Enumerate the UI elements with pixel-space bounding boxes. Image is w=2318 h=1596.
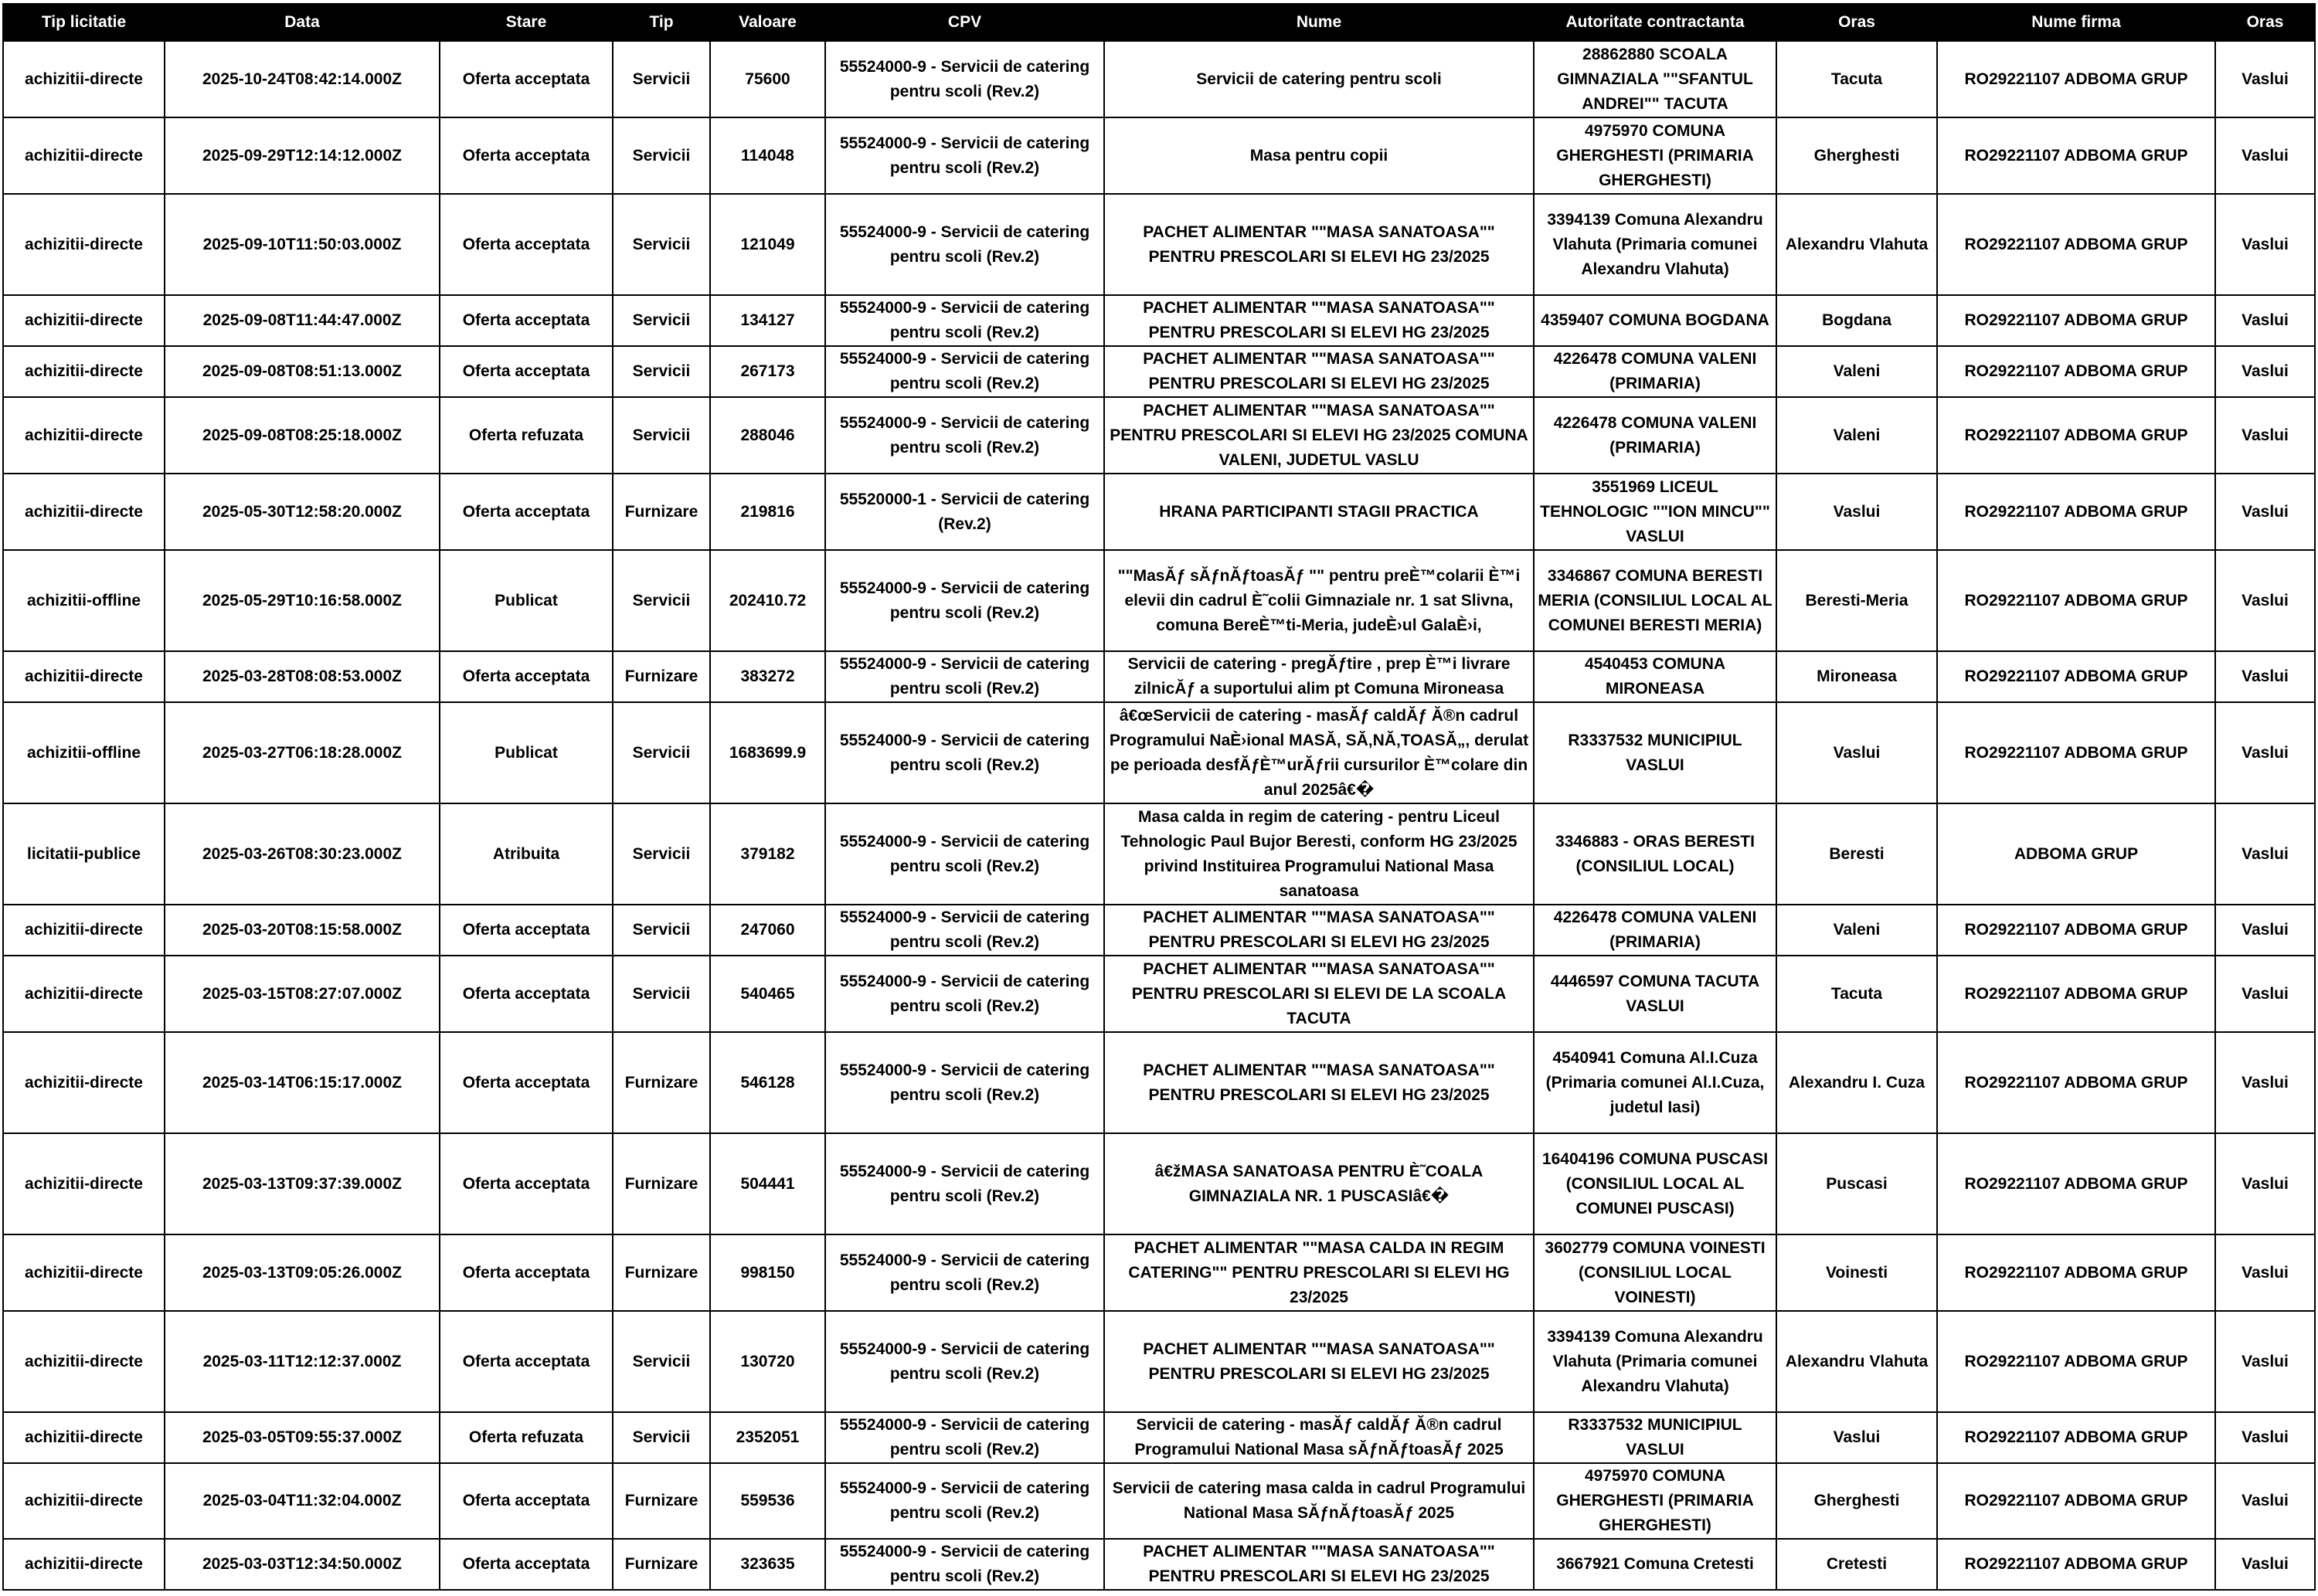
cell-autoritate[interactable]: 3394139 Comuna Alexandru Vlahuta (Primaria comunei Alexandru Vlahuta) bbox=[1534, 194, 1776, 295]
cell-autoritate[interactable]: 3346867 COMUNA BERESTI MERIA (CONSILIUL LOCAL AL COMUNEI BERESTI MERIA) bbox=[1534, 550, 1776, 651]
cell-cpv[interactable]: 55524000-9 - Servicii de catering pentru scoli (Rev.2) bbox=[825, 905, 1104, 956]
cell-tip-licitatie[interactable]: achizitii-directe bbox=[3, 1133, 165, 1234]
header-row bbox=[3, 4, 2315, 41]
cell-tip-licitatie[interactable]: achizitii-directe bbox=[3, 41, 165, 117]
cell-nume[interactable]: PACHET ALIMENTAR ""MASA CALDA IN REGIM CATERING"" PENTRU PRESCOLARI SI ELEVI HG 23/2025 bbox=[1104, 1234, 1534, 1311]
cell-autoritate[interactable]: R3337532 MUNICIPIUL VASLUI bbox=[1534, 1412, 1776, 1463]
table-row[interactable] bbox=[3, 905, 2315, 956]
table-row[interactable] bbox=[3, 702, 2315, 803]
cell-cpv[interactable]: 55524000-9 - Servicii de catering pentru scoli (Rev.2) bbox=[825, 295, 1104, 346]
cell-cpv[interactable]: 55524000-9 - Servicii de catering pentru scoli (Rev.2) bbox=[825, 956, 1104, 1032]
cell-data[interactable]: 2025-05-29T10:16:58.000Z bbox=[165, 550, 440, 651]
cell-nume-firma[interactable]: RO29221107 ADBOMA GRUP bbox=[1937, 1463, 2215, 1539]
cell-oras-firma[interactable]: Vaslui bbox=[2215, 1133, 2315, 1234]
cell-tip-licitatie[interactable]: achizitii-directe bbox=[3, 1311, 165, 1412]
cell-data[interactable]: 2025-03-11T12:12:37.000Z bbox=[165, 1311, 440, 1412]
cell-stare[interactable]: Oferta acceptata bbox=[440, 956, 613, 1032]
cell-data[interactable]: 2025-03-20T08:15:58.000Z bbox=[165, 905, 440, 956]
cell-nume[interactable]: PACHET ALIMENTAR ""MASA SANATOASA"" PENTRU PRESCOLARI SI ELEVI HG 23/2025 bbox=[1104, 1032, 1534, 1133]
cell-autoritate[interactable]: R3337532 MUNICIPIUL VASLUI bbox=[1534, 702, 1776, 803]
cell-stare[interactable]: Oferta refuzata bbox=[440, 1412, 613, 1463]
cell-nume[interactable]: Servicii de catering - pregĂƒtire , prep È™i livrare zilnicĂƒ a suportului alim pt Comuna Mironeasa bbox=[1104, 651, 1534, 702]
cell-oras-firma[interactable]: Vaslui bbox=[2215, 474, 2315, 550]
cell-tip[interactable]: Furnizare bbox=[613, 651, 710, 702]
cell-stare[interactable]: Atribuita bbox=[440, 803, 613, 905]
cell-valoare[interactable]: 75600 bbox=[710, 41, 825, 117]
cell-oras[interactable]: Alexandru I. Cuza bbox=[1776, 1032, 1937, 1133]
cell-oras[interactable]: Voinesti bbox=[1776, 1234, 1937, 1311]
cell-nume[interactable]: Servicii de catering - masĂƒ caldĂƒ Ă®n cadrul Programului National Masa sĂƒnĂƒtoasĂƒ 2025 bbox=[1104, 1412, 1534, 1463]
cell-oras[interactable]: Alexandru Vlahuta bbox=[1776, 1311, 1937, 1412]
header-tip-licitatie[interactable]: Tip licitatie bbox=[3, 4, 165, 41]
cell-nume[interactable]: PACHET ALIMENTAR ""MASA SANATOASA"" PENTRU PRESCOLARI SI ELEVI HG 23/2025 bbox=[1104, 346, 1534, 397]
cell-nume[interactable]: â€œServicii de catering - masĂƒ caldĂƒ Ă®n cadrul Programului NaÈ›ional MASĂ, SĂ‚NĂ‚TOASĂ„, derulat pe perioada desfĂƒÈ™urĂƒrii cursurilor È™colare din anul 2025â€� bbox=[1104, 702, 1534, 803]
cell-tip-licitatie[interactable]: achizitii-directe bbox=[3, 1234, 165, 1311]
cell-tip[interactable]: Servicii bbox=[613, 1311, 710, 1412]
cell-valoare[interactable]: 1683699.9 bbox=[710, 702, 825, 803]
cell-oras[interactable]: Gherghesti bbox=[1776, 117, 1937, 194]
cell-stare[interactable]: Oferta acceptata bbox=[440, 1032, 613, 1133]
cell-autoritate[interactable]: 4226478 COMUNA VALENI (PRIMARIA) bbox=[1534, 905, 1776, 956]
cell-oras[interactable]: Gherghesti bbox=[1776, 1463, 1937, 1539]
cell-stare[interactable]: Oferta acceptata bbox=[440, 905, 613, 956]
cell-valoare[interactable]: 379182 bbox=[710, 803, 825, 905]
cell-valoare[interactable]: 504441 bbox=[710, 1133, 825, 1234]
cell-cpv[interactable]: 55524000-9 - Servicii de catering pentru scoli (Rev.2) bbox=[825, 194, 1104, 295]
cell-tip[interactable]: Servicii bbox=[613, 346, 710, 397]
cell-oras-firma[interactable]: Vaslui bbox=[2215, 295, 2315, 346]
cell-cpv[interactable]: 55520000-1 - Servicii de catering (Rev.2) bbox=[825, 474, 1104, 550]
table-row[interactable] bbox=[3, 803, 2315, 905]
cell-nume[interactable]: PACHET ALIMENTAR ""MASA SANATOASA"" PENTRU PRESCOLARI SI ELEVI DE LA SCOALA TACUTA bbox=[1104, 956, 1534, 1032]
cell-oras[interactable]: Vaslui bbox=[1776, 474, 1937, 550]
cell-autoritate[interactable]: 3602779 COMUNA VOINESTI (CONSILIUL LOCAL VOINESTI) bbox=[1534, 1234, 1776, 1311]
cell-tip-licitatie[interactable]: achizitii-offline bbox=[3, 550, 165, 651]
cell-cpv[interactable]: 55524000-9 - Servicii de catering pentru scoli (Rev.2) bbox=[825, 1032, 1104, 1133]
cell-cpv[interactable]: 55524000-9 - Servicii de catering pentru scoli (Rev.2) bbox=[825, 1412, 1104, 1463]
header-autoritate[interactable]: Autoritate contractanta bbox=[1534, 4, 1776, 41]
cell-data[interactable]: 2025-10-24T08:42:14.000Z bbox=[165, 41, 440, 117]
cell-oras-firma[interactable]: Vaslui bbox=[2215, 1311, 2315, 1412]
cell-cpv[interactable]: 55524000-9 - Servicii de catering pentru scoli (Rev.2) bbox=[825, 1133, 1104, 1234]
cell-tip-licitatie[interactable]: achizitii-directe bbox=[3, 1463, 165, 1539]
cell-data[interactable]: 2025-03-26T08:30:23.000Z bbox=[165, 803, 440, 905]
cell-tip-licitatie[interactable]: licitatii-publice bbox=[3, 803, 165, 905]
table-row[interactable] bbox=[3, 1463, 2315, 1539]
cell-tip-licitatie[interactable]: achizitii-directe bbox=[3, 194, 165, 295]
cell-stare[interactable]: Oferta acceptata bbox=[440, 346, 613, 397]
cell-nume-firma[interactable]: RO29221107 ADBOMA GRUP bbox=[1937, 651, 2215, 702]
cell-valoare[interactable]: 267173 bbox=[710, 346, 825, 397]
cell-valoare[interactable]: 202410.72 bbox=[710, 550, 825, 651]
cell-nume-firma[interactable]: RO29221107 ADBOMA GRUP bbox=[1937, 295, 2215, 346]
cell-tip[interactable]: Servicii bbox=[613, 1412, 710, 1463]
cell-autoritate[interactable]: 4226478 COMUNA VALENI (PRIMARIA) bbox=[1534, 397, 1776, 474]
cell-data[interactable]: 2025-09-29T12:14:12.000Z bbox=[165, 117, 440, 194]
cell-oras-firma[interactable]: Vaslui bbox=[2215, 1234, 2315, 1311]
cell-tip-licitatie[interactable]: achizitii-offline bbox=[3, 702, 165, 803]
cell-valoare[interactable]: 219816 bbox=[710, 474, 825, 550]
cell-nume-firma[interactable]: RO29221107 ADBOMA GRUP bbox=[1937, 397, 2215, 474]
table-row[interactable] bbox=[3, 1412, 2315, 1463]
cell-nume[interactable]: Masa calda in regim de catering - pentru Liceul Tehnologic Paul Bujor Beresti, conform HG 23/2025 privind Instituirea Programului National Masa sanatoasa bbox=[1104, 803, 1534, 905]
cell-autoritate[interactable]: 4540941 Comuna Al.I.Cuza (Primaria comunei Al.I.Cuza, judetul Iasi) bbox=[1534, 1032, 1776, 1133]
cell-oras-firma[interactable]: Vaslui bbox=[2215, 550, 2315, 651]
cell-valoare[interactable]: 998150 bbox=[710, 1234, 825, 1311]
cell-tip[interactable]: Servicii bbox=[613, 905, 710, 956]
cell-tip-licitatie[interactable]: achizitii-directe bbox=[3, 1539, 165, 1590]
cell-tip[interactable]: Furnizare bbox=[613, 1463, 710, 1539]
cell-stare[interactable]: Oferta refuzata bbox=[440, 397, 613, 474]
cell-oras-firma[interactable]: Vaslui bbox=[2215, 117, 2315, 194]
cell-oras[interactable]: Bogdana bbox=[1776, 295, 1937, 346]
cell-data[interactable]: 2025-09-08T08:51:13.000Z bbox=[165, 346, 440, 397]
header-nume-firma[interactable]: Nume firma bbox=[1937, 4, 2215, 41]
cell-nume-firma[interactable]: RO29221107 ADBOMA GRUP bbox=[1937, 117, 2215, 194]
cell-nume-firma[interactable]: RO29221107 ADBOMA GRUP bbox=[1937, 1133, 2215, 1234]
cell-nume-firma[interactable]: RO29221107 ADBOMA GRUP bbox=[1937, 1311, 2215, 1412]
cell-oras-firma[interactable]: Vaslui bbox=[2215, 346, 2315, 397]
cell-oras-firma[interactable]: Vaslui bbox=[2215, 1463, 2315, 1539]
cell-tip[interactable]: Servicii bbox=[613, 397, 710, 474]
cell-nume-firma[interactable]: ADBOMA GRUP bbox=[1937, 803, 2215, 905]
cell-data[interactable]: 2025-03-27T06:18:28.000Z bbox=[165, 702, 440, 803]
cell-tip[interactable]: Servicii bbox=[613, 956, 710, 1032]
cell-oras-firma[interactable]: Vaslui bbox=[2215, 1412, 2315, 1463]
cell-tip[interactable]: Servicii bbox=[613, 117, 710, 194]
header-nume[interactable]: Nume bbox=[1104, 4, 1534, 41]
cell-cpv[interactable]: 55524000-9 - Servicii de catering pentru scoli (Rev.2) bbox=[825, 346, 1104, 397]
cell-nume-firma[interactable]: RO29221107 ADBOMA GRUP bbox=[1937, 702, 2215, 803]
cell-data[interactable]: 2025-03-13T09:37:39.000Z bbox=[165, 1133, 440, 1234]
table-row[interactable] bbox=[3, 1234, 2315, 1311]
cell-oras[interactable]: Beresti bbox=[1776, 803, 1937, 905]
cell-autoritate[interactable]: 4540453 COMUNA MIRONEASA bbox=[1534, 651, 1776, 702]
cell-cpv[interactable]: 55524000-9 - Servicii de catering pentru scoli (Rev.2) bbox=[825, 41, 1104, 117]
cell-cpv[interactable]: 55524000-9 - Servicii de catering pentru scoli (Rev.2) bbox=[825, 550, 1104, 651]
cell-nume-firma[interactable]: RO29221107 ADBOMA GRUP bbox=[1937, 41, 2215, 117]
cell-nume[interactable]: Servicii de catering pentru scoli bbox=[1104, 41, 1534, 117]
cell-valoare[interactable]: 288046 bbox=[710, 397, 825, 474]
table-row[interactable] bbox=[3, 1133, 2315, 1234]
table-row[interactable] bbox=[3, 346, 2315, 397]
cell-stare[interactable]: Publicat bbox=[440, 550, 613, 651]
cell-stare[interactable]: Oferta acceptata bbox=[440, 651, 613, 702]
cell-tip-licitatie[interactable]: achizitii-directe bbox=[3, 956, 165, 1032]
cell-oras[interactable]: Valeni bbox=[1776, 346, 1937, 397]
cell-tip[interactable]: Servicii bbox=[613, 295, 710, 346]
cell-oras-firma[interactable]: Vaslui bbox=[2215, 702, 2315, 803]
cell-tip-licitatie[interactable]: achizitii-directe bbox=[3, 651, 165, 702]
data-table bbox=[2, 3, 2316, 1591]
cell-nume[interactable]: ""MasĂƒ sĂƒnĂƒtoasĂƒ "" pentru preÈ™colarii È™i elevii din cadrul È˜colii Gimnaziale nr. 1 sat Slivna, comuna BereÈ™ti-Meria, judeÈ›ul GalaÈ›i, bbox=[1104, 550, 1534, 651]
cell-tip-licitatie[interactable]: achizitii-directe bbox=[3, 397, 165, 474]
cell-oras[interactable]: Tacuta bbox=[1776, 956, 1937, 1032]
cell-oras-firma[interactable]: Vaslui bbox=[2215, 397, 2315, 474]
cell-data[interactable]: 2025-03-14T06:15:17.000Z bbox=[165, 1032, 440, 1133]
cell-stare[interactable]: Oferta acceptata bbox=[440, 474, 613, 550]
cell-tip-licitatie[interactable]: achizitii-directe bbox=[3, 474, 165, 550]
cell-cpv[interactable]: 55524000-9 - Servicii de catering pentru scoli (Rev.2) bbox=[825, 397, 1104, 474]
cell-nume[interactable]: PACHET ALIMENTAR ""MASA SANATOASA"" PENTRU PRESCOLARI SI ELEVI HG 23/2025 bbox=[1104, 1311, 1534, 1412]
cell-nume-firma[interactable]: RO29221107 ADBOMA GRUP bbox=[1937, 194, 2215, 295]
table-row[interactable] bbox=[3, 41, 2315, 117]
cell-valoare[interactable]: 559536 bbox=[710, 1463, 825, 1539]
cell-tip-licitatie[interactable]: achizitii-directe bbox=[3, 1412, 165, 1463]
cell-cpv[interactable]: 55524000-9 - Servicii de catering pentru scoli (Rev.2) bbox=[825, 117, 1104, 194]
cell-tip-licitatie[interactable]: achizitii-directe bbox=[3, 346, 165, 397]
cell-valoare[interactable]: 134127 bbox=[710, 295, 825, 346]
cell-tip[interactable]: Servicii bbox=[613, 41, 710, 117]
cell-stare[interactable]: Oferta acceptata bbox=[440, 1539, 613, 1590]
cell-stare[interactable]: Oferta acceptata bbox=[440, 194, 613, 295]
cell-cpv[interactable]: 55524000-9 - Servicii de catering pentru scoli (Rev.2) bbox=[825, 1234, 1104, 1311]
header-cpv[interactable]: CPV bbox=[825, 4, 1104, 41]
cell-data[interactable]: 2025-03-15T08:27:07.000Z bbox=[165, 956, 440, 1032]
cell-tip[interactable]: Servicii bbox=[613, 803, 710, 905]
cell-stare[interactable]: Oferta acceptata bbox=[440, 41, 613, 117]
cell-nume[interactable]: PACHET ALIMENTAR ""MASA SANATOASA"" PENTRU PRESCOLARI SI ELEVI HG 23/2025 bbox=[1104, 194, 1534, 295]
cell-tip-licitatie[interactable]: achizitii-directe bbox=[3, 905, 165, 956]
cell-tip[interactable]: Servicii bbox=[613, 194, 710, 295]
cell-valoare[interactable]: 121049 bbox=[710, 194, 825, 295]
cell-oras-firma[interactable]: Vaslui bbox=[2215, 1032, 2315, 1133]
cell-nume[interactable]: â€žMASA SANATOASA PENTRU È˜COALA GIMNAZIALA NR. 1 PUSCASIâ€� bbox=[1104, 1133, 1534, 1234]
table-row[interactable] bbox=[3, 651, 2315, 702]
cell-valoare[interactable]: 546128 bbox=[710, 1032, 825, 1133]
cell-tip[interactable]: Furnizare bbox=[613, 1133, 710, 1234]
cell-autoritate[interactable]: 4359407 COMUNA BOGDANA bbox=[1534, 295, 1776, 346]
cell-valoare[interactable]: 114048 bbox=[710, 117, 825, 194]
cell-tip[interactable]: Servicii bbox=[613, 702, 710, 803]
cell-valoare[interactable]: 2352051 bbox=[710, 1412, 825, 1463]
cell-tip[interactable]: Furnizare bbox=[613, 474, 710, 550]
cell-tip-licitatie[interactable]: achizitii-directe bbox=[3, 295, 165, 346]
cell-tip[interactable]: Servicii bbox=[613, 550, 710, 651]
cell-data[interactable]: 2025-09-08T11:44:47.000Z bbox=[165, 295, 440, 346]
cell-oras[interactable]: Mironeasa bbox=[1776, 651, 1937, 702]
cell-valoare[interactable]: 383272 bbox=[710, 651, 825, 702]
cell-stare[interactable]: Oferta acceptata bbox=[440, 1234, 613, 1311]
cell-autoritate[interactable]: 4975970 COMUNA GHERGHESTI (PRIMARIA GHERGHESTI) bbox=[1534, 1463, 1776, 1539]
cell-nume-firma[interactable]: RO29221107 ADBOMA GRUP bbox=[1937, 474, 2215, 550]
cell-valoare[interactable]: 247060 bbox=[710, 905, 825, 956]
table-row[interactable] bbox=[3, 1311, 2315, 1412]
cell-nume-firma[interactable]: RO29221107 ADBOMA GRUP bbox=[1937, 956, 2215, 1032]
cell-nume[interactable]: PACHET ALIMENTAR ""MASA SANATOASA"" PENTRU PRESCOLARI SI ELEVI HG 23/2025 COMUNA VALENI, JUDETUL VASLU bbox=[1104, 397, 1534, 474]
cell-oras[interactable]: Vaslui bbox=[1776, 1412, 1937, 1463]
cell-valoare[interactable]: 130720 bbox=[710, 1311, 825, 1412]
cell-data[interactable]: 2025-05-30T12:58:20.000Z bbox=[165, 474, 440, 550]
cell-oras[interactable]: Puscasi bbox=[1776, 1133, 1937, 1234]
cell-tip-licitatie[interactable]: achizitii-directe bbox=[3, 1032, 165, 1133]
cell-nume-firma[interactable]: RO29221107 ADBOMA GRUP bbox=[1937, 1032, 2215, 1133]
cell-stare[interactable]: Oferta acceptata bbox=[440, 1311, 613, 1412]
cell-data[interactable]: 2025-03-28T08:08:53.000Z bbox=[165, 651, 440, 702]
cell-tip[interactable]: Furnizare bbox=[613, 1032, 710, 1133]
cell-data[interactable]: 2025-03-05T09:55:37.000Z bbox=[165, 1412, 440, 1463]
cell-data[interactable]: 2025-03-13T09:05:26.000Z bbox=[165, 1234, 440, 1311]
cell-nume[interactable]: PACHET ALIMENTAR ""MASA SANATOASA"" PENTRU PRESCOLARI SI ELEVI HG 23/2025 bbox=[1104, 1539, 1534, 1590]
cell-oras[interactable]: Tacuta bbox=[1776, 41, 1937, 117]
cell-cpv[interactable]: 55524000-9 - Servicii de catering pentru scoli (Rev.2) bbox=[825, 803, 1104, 905]
table-row[interactable] bbox=[3, 397, 2315, 474]
cell-nume[interactable]: PACHET ALIMENTAR ""MASA SANATOASA"" PENTRU PRESCOLARI SI ELEVI HG 23/2025 bbox=[1104, 295, 1534, 346]
cell-oras[interactable]: Cretesti bbox=[1776, 1539, 1937, 1590]
cell-oras[interactable]: Beresti-Meria bbox=[1776, 550, 1937, 651]
table-row[interactable] bbox=[3, 956, 2315, 1032]
cell-autoritate[interactable]: 4446597 COMUNA TACUTA VASLUI bbox=[1534, 956, 1776, 1032]
cell-stare[interactable]: Oferta acceptata bbox=[440, 1133, 613, 1234]
table-row[interactable] bbox=[3, 1539, 2315, 1590]
cell-autoritate[interactable]: 4975970 COMUNA GHERGHESTI (PRIMARIA GHERGHESTI) bbox=[1534, 117, 1776, 194]
cell-autoritate[interactable]: 3346883 - ORAS BERESTI (CONSILIUL LOCAL) bbox=[1534, 803, 1776, 905]
table-row[interactable] bbox=[3, 295, 2315, 346]
cell-oras-firma[interactable]: Vaslui bbox=[2215, 1539, 2315, 1590]
header-valoare[interactable]: Valoare bbox=[710, 4, 825, 41]
cell-stare[interactable]: Oferta acceptata bbox=[440, 1463, 613, 1539]
cell-nume-firma[interactable]: RO29221107 ADBOMA GRUP bbox=[1937, 550, 2215, 651]
cell-nume[interactable]: Servicii de catering masa calda in cadrul Programului National Masa SĂƒnĂƒtoasĂƒ 2025 bbox=[1104, 1463, 1534, 1539]
cell-data[interactable]: 2025-03-03T12:34:50.000Z bbox=[165, 1539, 440, 1590]
cell-autoritate[interactable]: 28862880 SCOALA GIMNAZIALA ""SFANTUL ANDREI"" TACUTA bbox=[1534, 41, 1776, 117]
header-tip[interactable]: Tip bbox=[613, 4, 710, 41]
table-row[interactable] bbox=[3, 1032, 2315, 1133]
cell-autoritate[interactable]: 3667921 Comuna Cretesti bbox=[1534, 1539, 1776, 1590]
cell-valoare[interactable]: 323635 bbox=[710, 1539, 825, 1590]
cell-oras-firma[interactable]: Vaslui bbox=[2215, 803, 2315, 905]
cell-oras-firma[interactable]: Vaslui bbox=[2215, 651, 2315, 702]
cell-valoare[interactable]: 540465 bbox=[710, 956, 825, 1032]
table-row[interactable] bbox=[3, 194, 2315, 295]
cell-stare[interactable]: Oferta acceptata bbox=[440, 117, 613, 194]
cell-autoritate[interactable]: 3551969 LICEUL TEHNOLOGIC ""ION MINCU"" VASLUI bbox=[1534, 474, 1776, 550]
cell-oras-firma[interactable]: Vaslui bbox=[2215, 194, 2315, 295]
cell-cpv[interactable]: 55524000-9 - Servicii de catering pentru scoli (Rev.2) bbox=[825, 1463, 1104, 1539]
cell-nume-firma[interactable]: RO29221107 ADBOMA GRUP bbox=[1937, 346, 2215, 397]
cell-tip[interactable]: Furnizare bbox=[613, 1539, 710, 1590]
cell-data[interactable]: 2025-03-04T11:32:04.000Z bbox=[165, 1463, 440, 1539]
table-row[interactable] bbox=[3, 117, 2315, 194]
cell-data[interactable]: 2025-09-08T08:25:18.000Z bbox=[165, 397, 440, 474]
table-row[interactable] bbox=[3, 474, 2315, 550]
cell-nume[interactable]: HRANA PARTICIPANTI STAGII PRACTICA bbox=[1104, 474, 1534, 550]
cell-stare[interactable]: Oferta acceptata bbox=[440, 295, 613, 346]
cell-cpv[interactable]: 55524000-9 - Servicii de catering pentru scoli (Rev.2) bbox=[825, 651, 1104, 702]
cell-autoritate[interactable]: 4226478 COMUNA VALENI (PRIMARIA) bbox=[1534, 346, 1776, 397]
header-oras[interactable]: Oras bbox=[1776, 4, 1937, 41]
cell-cpv[interactable]: 55524000-9 - Servicii de catering pentru scoli (Rev.2) bbox=[825, 1539, 1104, 1590]
header-stare[interactable]: Stare bbox=[440, 4, 613, 41]
cell-nume-firma[interactable]: RO29221107 ADBOMA GRUP bbox=[1937, 1539, 2215, 1590]
cell-data[interactable]: 2025-09-10T11:50:03.000Z bbox=[165, 194, 440, 295]
cell-oras-firma[interactable]: Vaslui bbox=[2215, 41, 2315, 117]
cell-nume-firma[interactable]: RO29221107 ADBOMA GRUP bbox=[1937, 1234, 2215, 1311]
cell-oras-firma[interactable]: Vaslui bbox=[2215, 905, 2315, 956]
cell-tip-licitatie[interactable]: achizitii-directe bbox=[3, 117, 165, 194]
cell-oras-firma[interactable]: Vaslui bbox=[2215, 956, 2315, 1032]
cell-nume-firma[interactable]: RO29221107 ADBOMA GRUP bbox=[1937, 905, 2215, 956]
cell-cpv[interactable]: 55524000-9 - Servicii de catering pentru scoli (Rev.2) bbox=[825, 1311, 1104, 1412]
cell-oras[interactable]: Alexandru Vlahuta bbox=[1776, 194, 1937, 295]
cell-tip[interactable]: Furnizare bbox=[613, 1234, 710, 1311]
cell-oras[interactable]: Vaslui bbox=[1776, 702, 1937, 803]
table-row[interactable] bbox=[3, 550, 2315, 651]
cell-cpv[interactable]: 55524000-9 - Servicii de catering pentru scoli (Rev.2) bbox=[825, 702, 1104, 803]
cell-nume[interactable]: Masa pentru copii bbox=[1104, 117, 1534, 194]
cell-nume[interactable]: PACHET ALIMENTAR ""MASA SANATOASA"" PENTRU PRESCOLARI SI ELEVI HG 23/2025 bbox=[1104, 905, 1534, 956]
header-data[interactable]: Data bbox=[165, 4, 440, 41]
cell-autoritate[interactable]: 16404196 COMUNA PUSCASI (CONSILIUL LOCAL AL COMUNEI PUSCASI) bbox=[1534, 1133, 1776, 1234]
cell-stare[interactable]: Publicat bbox=[440, 702, 613, 803]
cell-oras[interactable]: Valeni bbox=[1776, 905, 1937, 956]
cell-autoritate[interactable]: 3394139 Comuna Alexandru Vlahuta (Primaria comunei Alexandru Vlahuta) bbox=[1534, 1311, 1776, 1412]
header-oras-firma[interactable]: Oras bbox=[2215, 4, 2315, 41]
cell-oras[interactable]: Valeni bbox=[1776, 397, 1937, 474]
cell-nume-firma[interactable]: RO29221107 ADBOMA GRUP bbox=[1937, 1412, 2215, 1463]
